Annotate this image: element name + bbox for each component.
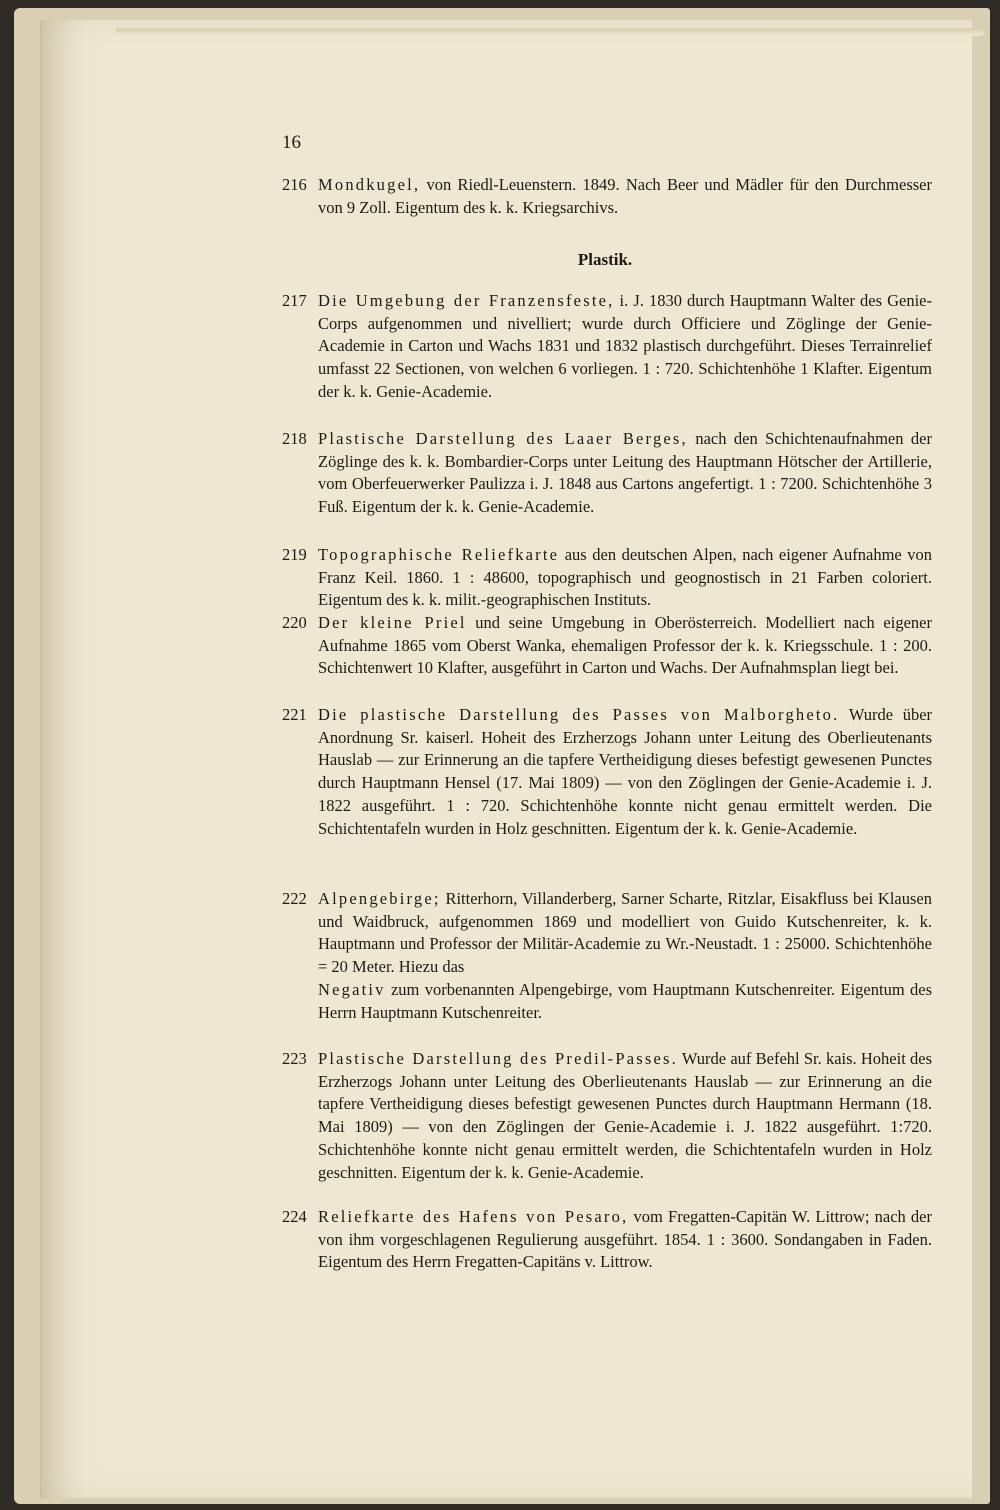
entry-text: i. J. 1830 durch Hauptmann Walter des Genie-Corps aufgenommen und nivelliert; wurde durch Officiere und Zöglinge der Genie-Academie in Carton und Wachs 1831 und 1832 plastisch durchgeführt. Dieses Terrainrelief umfasst 22 Sectionen, von welchen 6 vorliegen. 1 : 720. Schichtenhöhe 1 Klafter. Eigentum der k. k. Genie-Academie. [318, 291, 932, 401]
entry-body [318, 1206, 932, 1274]
entry-text: vom Fregatten-Capitän W. Littrow; nach der von ihm vorgeschlagenen Regulierung ausgeführt. 1854. 1 : 3600. Sondangaben in Faden. Eigentum des Herrn Fregatten-Capitäns v. Littrow. [318, 1207, 933, 1272]
entry-body [318, 888, 932, 1024]
entry-body [318, 704, 932, 840]
entry-subtext: zum vorbenannten Alpengebirge, vom Hauptmann Kutschenreiter. Eigentum des Herrn Hauptmann Kutschenreiter. [318, 979, 932, 1022]
entry-text: Wurde auf Befehl Sr. kais. Hoheit des Erzherzogs Johann unter Leitung des Oberlieutenants Hauslab — zur Erinnerung an die tapfere Vertheidigung dieses befestigt gewesenen Punctes durch Hauptmann Hermann (18. Mai 1809) — von den Zöglingen der Genie-Academie i. J. 1822 ausgeführt. 1:720. Schichtenhöhe konnte nicht genau ermittelt werden, die Schichtentafeln wurden in Holz geschnitten. Eigentum der k. k. Genie-Academie. [318, 1049, 932, 1182]
catalog-entry-218 [282, 428, 932, 519]
entry-text: aus den deutschen Alpen, nach eigener Aufnahme von Franz Keil. 1860. 1 : 48600, topographisch und geognostisch in 21 Farben coloriert. Eigentum des k. k. milit.-geographischen Instituts. [318, 545, 933, 610]
entry-text: Wurde über Anordnung Sr. kaiserl. Hoheit des Erzherzogs Johann unter Leitung des Oberlieutenants Hauslab — zur Erinnerung an die tapfere Vertheidigung dieses befestigt gewesenen Punctes durch Hauptmann Hensel (17. Mai 1809) — von den Zöglingen der Genie-Academie i. J. 1822 ausgeführt. 1 : 720. Schichtenhöhe konnte nicht genau ermittelt werden. Die Schichtentafeln wurden in Holz geschnitten. Eigentum der k. k. Genie-Academie. [318, 705, 933, 838]
entry-text: von Riedl-Leuenstern. 1849. Nach Beer und Mädler für den Durchmesser von 9 Zoll. Eigentum des k. k. Kriegsarchivs. [318, 175, 933, 217]
catalog-entry-221 [282, 704, 932, 840]
entry-body [318, 290, 932, 404]
entry-number: 223 [282, 1049, 307, 1068]
entry-subtitle: Negativ [318, 979, 386, 999]
entry-title: Die Umgebung der Franzensfeste, [318, 291, 615, 310]
catalog-entry-222 [282, 888, 932, 1024]
page-number: 16 [282, 132, 301, 153]
entry-text: Ritterhorn, Villanderberg, Sarner Scharte, Ritzlar, Eisakfluss bei Klausen und Waidbruck, aufgenommen 1869 und modelliert von Guido Kutschenreiter, k. k. Hauptmann und Professor der Militär-Academie zu Wr.-Neustadt. 1 : 25000. Schichtenhöhe = 20 Meter. Hiezu das [318, 889, 932, 977]
entry-number: 221 [282, 705, 307, 724]
entry-number: 220 [282, 613, 307, 632]
entry-title: Mondkugel, [318, 175, 421, 194]
entry-title: Der kleine Priel [318, 613, 467, 632]
entry-number: 217 [282, 291, 307, 310]
catalog-entry-220 [282, 612, 932, 680]
entry-body [318, 428, 932, 519]
entry-title: Topographische Reliefkarte [318, 545, 560, 564]
entry-number: 218 [282, 429, 307, 448]
catalog-entry-217 [282, 290, 932, 404]
entry-text: und seine Umgebung in Oberösterreich. Modelliert nach eigener Aufnahme 1865 vom Oberst Wanka, ehemaligen Professor der k. k. Kriegsschule. 1 : 200. Schichtenwert 10 Klafter, ausgeführt in Carton und Wachs. Der Aufnahmsplan liegt bei. [318, 613, 932, 678]
entry-number: 222 [282, 889, 307, 908]
entry-title: Plastische Darstellung des Predil-Passes. [318, 1049, 678, 1068]
entry-text: nach den Schichtenaufnahmen der Zöglinge des k. k. Bombardier-Corps unter Leitung des Hauptmann Hötscher der Artillerie, vom Oberfeuerwerker Paulizza i. J. 1848 aus Cartons angefertigt. 1 : 7200. Schichtenhöhe 3 Fuß. Eigentum der k. k. Genie-Academie. [318, 429, 932, 517]
entry-body [318, 544, 932, 612]
catalog-entry-216 [282, 174, 932, 219]
entry-title: Plastische Darstellung des Laaer Berges, [318, 429, 688, 448]
entry-number: 224 [282, 1207, 307, 1226]
entry-title: Reliefkarte des Hafens von Pesaro, [318, 1207, 629, 1226]
entry-title: Die plastische Darstellung des Passes von Malborgheto. [318, 705, 840, 724]
page-fold [115, 28, 985, 36]
catalog-entry-219 [282, 544, 932, 612]
entry-body [318, 174, 932, 219]
entry-body [318, 612, 932, 680]
entry-title: Alpengebirge; [318, 889, 441, 908]
entry-number: 219 [282, 545, 307, 564]
catalog-entry-223 [282, 1048, 932, 1184]
entry-number: 216 [282, 175, 307, 194]
entry-body [318, 1048, 932, 1184]
section-heading: Plastik. [577, 250, 633, 269]
catalog-entry-224 [282, 1206, 932, 1274]
